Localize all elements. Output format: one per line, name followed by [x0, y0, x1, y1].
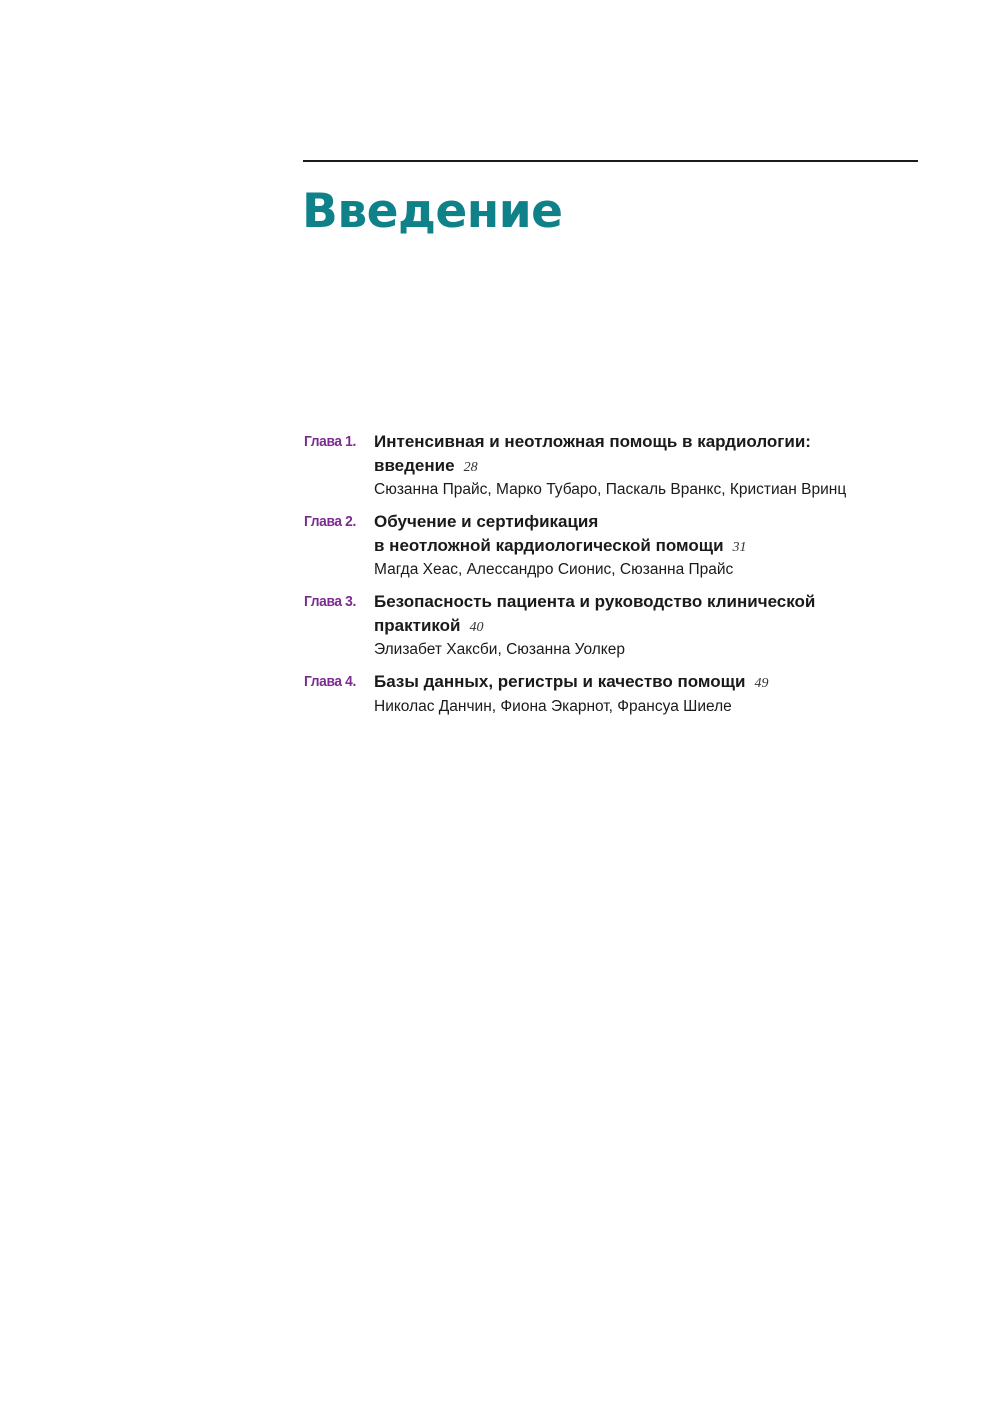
top-rule — [303, 160, 918, 162]
chapter-label: Глава 4. — [304, 673, 356, 690]
chapter-authors: Магда Хеас, Алессандро Сионис, Сюзанна Прайс — [374, 561, 734, 578]
chapter-title[interactable] — [374, 670, 924, 696]
entry-body — [374, 430, 924, 501]
chapter-title-text: в неотложной кардиологической помощи — [374, 535, 724, 555]
chapter-label: Глава 2. — [304, 513, 356, 530]
chapter-title-text: введение — [374, 455, 455, 475]
chapter-authors: Николас Данчин, Фиона Экарнот, Франсуа Шиеле — [374, 697, 732, 715]
chapter-title[interactable] — [374, 430, 924, 479]
chapter-title-line: Обучение и сертификация — [374, 512, 599, 531]
chapter-title-line — [374, 614, 924, 640]
toc-entry-chapter-3[interactable] — [304, 590, 924, 661]
section-title: Введение — [302, 184, 563, 239]
entry-body — [374, 590, 924, 661]
page-number: 31 — [732, 539, 747, 555]
chapter-label: Глава 1. — [304, 433, 356, 450]
chapter-title[interactable] — [374, 510, 924, 559]
chapter-title-line — [374, 454, 924, 480]
toc-entry-chapter-2[interactable] — [304, 510, 924, 581]
chapter-title-line: Безопасность пациента и руководство клинической — [374, 592, 816, 611]
chapter-title-text: практикой — [374, 615, 461, 635]
chapter-authors: Сюзанна Прайс, Марко Тубаро, Паскаль Вранкс, Кристиан Вринц — [374, 481, 847, 498]
entry-body — [374, 670, 924, 718]
chapter-authors: Элизабет Хаксби, Сюзанна Уолкер — [374, 641, 626, 658]
page-number: 40 — [469, 619, 484, 635]
entry-body — [374, 510, 924, 581]
toc-entry-chapter-4[interactable] — [304, 670, 924, 718]
chapter-title-line: Интенсивная и неотложная помощь в кардиологии: — [374, 432, 811, 451]
chapter-title-line — [374, 670, 924, 696]
chapter-label: Глава 3. — [304, 593, 356, 610]
chapter-title-text: Базы данных, регистры и качество помощи — [374, 672, 746, 691]
chapter-title[interactable] — [374, 590, 924, 639]
page-number: 28 — [463, 459, 478, 475]
toc-entry-chapter-1[interactable] — [304, 430, 924, 501]
page-number: 49 — [754, 676, 769, 691]
chapter-title-line — [374, 534, 924, 560]
table-of-contents — [304, 430, 924, 727]
